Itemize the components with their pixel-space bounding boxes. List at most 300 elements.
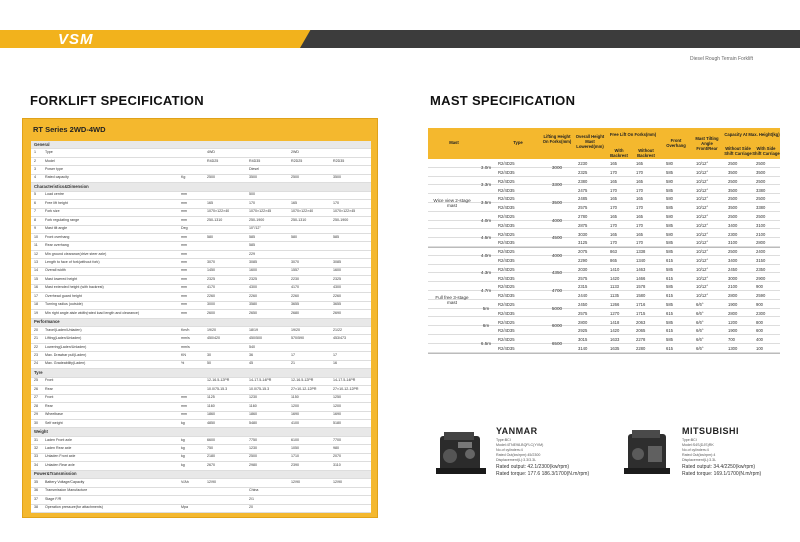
spec-cell-n: 20 <box>34 327 38 332</box>
mast-cell: 1900 <box>728 328 738 334</box>
spec-cell-a: 3000 <box>207 302 215 307</box>
mast-cell-type: R2/4D35 <box>498 187 515 193</box>
spec-cell-a: 4WD <box>207 150 215 155</box>
engine-torque: Rated torque: 177.6 186.3/1700(N.m/rpm) <box>496 471 590 477</box>
mast-cell-type: R2/4D35 <box>498 275 515 281</box>
spec-cell-label: Length to face of fork(without fork) <box>45 259 100 264</box>
engine-output: Rated output: 34.4/2250(kw/rpm) <box>682 464 756 470</box>
spec-cell-d: R2D35 <box>333 158 345 163</box>
spec-cell-unit: mm <box>181 209 187 214</box>
spec-cell-label: Weight <box>34 429 48 435</box>
spec-cell-a: 1450 <box>207 268 215 273</box>
spec-cell-unit: mm <box>181 251 187 256</box>
spec-cell-b: 2/1 <box>249 496 254 501</box>
spec-cell-b: 170 <box>249 200 255 205</box>
spec-cell-c: 2WD <box>291 150 299 155</box>
mast-cell: 165 <box>636 231 643 237</box>
mast-cell: 165 <box>610 196 617 202</box>
spec-cell-d: 21/22 <box>333 327 342 332</box>
spec-cell-n: 2 <box>34 158 36 163</box>
mast-cell: 2925 <box>578 328 588 334</box>
mast-cell: 1420 <box>610 275 620 281</box>
mast-cell: 585 <box>666 284 673 290</box>
spec-cell-c: 19/20 <box>291 327 300 332</box>
mast-group-label: Wice view 2-stage mast <box>433 198 471 208</box>
mast-cell: 2475 <box>578 187 588 193</box>
mast-cell: 10/12° <box>696 240 709 246</box>
spec-cell-a: 12-16.5-12PR <box>207 378 230 383</box>
spec-cell-n: 35 <box>34 479 38 484</box>
mast-cell: 1410 <box>610 266 620 272</box>
mast-cell: 585 <box>666 337 673 343</box>
spec-cell-b: 585 <box>249 234 255 239</box>
spec-cell-n: 5 <box>34 192 36 197</box>
spec-row <box>31 285 371 293</box>
spec-cell-label: Unladen Rear axle <box>45 462 75 467</box>
mast-cell: 3400 <box>728 222 738 228</box>
spec-cell-label: Mast extended height (with backrest) <box>45 285 104 290</box>
spec-cell-unit: mm <box>181 403 187 408</box>
mast-cell: 3030 <box>578 231 588 237</box>
mast-cell: 2440 <box>578 293 588 299</box>
spec-row <box>31 361 371 369</box>
spec-row <box>31 335 371 343</box>
mast-cell: 10/12° <box>696 293 709 299</box>
spec-cell-n: 26 <box>34 386 38 391</box>
spec-cell-d: 7700 <box>333 437 341 442</box>
mast-cell: 3150 <box>756 257 766 263</box>
header-bar <box>0 30 800 48</box>
mast-cell: 170 <box>636 240 643 246</box>
spec-row <box>31 175 371 183</box>
spec-cell-n: 21 <box>34 336 38 341</box>
spec-row <box>31 242 371 250</box>
header-type: Type <box>513 140 523 145</box>
spec-cell-c: 21 <box>291 361 295 366</box>
header-lift-height: Lifting Height On Forks(mm) <box>542 134 572 144</box>
spec-cell-d: 1070×122×45 <box>333 209 356 214</box>
mast-cell: 2800 <box>728 293 738 299</box>
engine-icon <box>618 426 676 484</box>
brand-logo: VSM <box>58 31 94 48</box>
spec-cell-a: 10.0/75-15.3 <box>207 386 228 391</box>
spec-cell-label: Unladen Front axle <box>45 454 76 459</box>
engine-brand: YANMAR <box>496 426 538 436</box>
mast-lift-height: 5000 <box>551 305 563 311</box>
mast-cell: 6/6° <box>696 328 704 334</box>
mast-cell: 165 <box>610 161 617 167</box>
spec-cell-unit: mm <box>181 310 187 315</box>
mast-cell-type: R2/4D25 <box>498 231 515 237</box>
spec-cell-b: 1230 <box>249 445 257 450</box>
spec-cell-label: General <box>34 141 50 147</box>
mast-cell: 170 <box>610 222 617 228</box>
mast-cell-type: R2/4D35 <box>498 310 515 316</box>
spec-cell-unit: mm <box>181 395 187 400</box>
header-capacity: Capacity At Max. Height(kg) <box>724 132 780 137</box>
spec-cell-n: 19 <box>34 310 38 315</box>
mast-lift-height: 4700 <box>551 288 563 293</box>
spec-row <box>31 344 371 352</box>
spec-cell-c: 1050 <box>291 445 299 450</box>
mast-cell: 10/12° <box>696 231 709 237</box>
spec-cell-b: 1860 <box>249 412 257 417</box>
spec-cell-d: 3085 <box>333 259 341 264</box>
spec-cell-n: 37 <box>34 496 38 501</box>
spec-cell-a: 50 <box>207 361 211 366</box>
spec-cell-label: Transmission Manufacture <box>45 488 88 493</box>
spec-cell-label: Mast lowered height <box>45 276 78 281</box>
spec-cell-unit: kg <box>181 462 185 467</box>
spec-row <box>31 276 371 284</box>
engine-spec-line: Displacement(L):3.3/3.3L <box>496 458 537 462</box>
spec-cell-b: 14-17.5-14PR <box>249 378 272 383</box>
spec-cell-b: 7750 <box>249 437 257 442</box>
engine-spec-line: Rated Out(kw/rpm):45/2300 <box>496 453 541 457</box>
mast-cell: 10/12° <box>696 284 709 290</box>
spec-cell-a: R4D25 <box>207 158 219 163</box>
mast-cell: 2485 <box>578 196 588 202</box>
spec-cell-d: 16 <box>333 361 337 366</box>
mast-cell: 3400 <box>728 257 738 263</box>
spec-section-heading <box>31 471 371 479</box>
spec-cell-a: 1070×122×40 <box>207 209 230 214</box>
spec-row <box>31 505 371 513</box>
spec-cell-unit: mm <box>181 276 187 281</box>
spec-cell-label: Max. Gradeability(Laden) <box>45 361 86 366</box>
mast-cell: 700 <box>728 337 735 343</box>
spec-cell-n: 25 <box>34 378 38 383</box>
spec-cell-b: 10.0/75-15.3 <box>249 386 270 391</box>
spec-cell-unit: V/Ah <box>181 479 189 484</box>
mast-cell: 3380 <box>756 205 766 211</box>
engine-output: Rated output: 42.1/2300(kw/rpm) <box>496 464 570 470</box>
mast-cell: 585 <box>666 222 673 228</box>
mast-cell: 1270 <box>610 310 620 316</box>
spec-cell-a: 12/90 <box>207 479 216 484</box>
spec-cell-d: 4300 <box>333 285 341 290</box>
mast-cell: 10/12° <box>696 275 709 281</box>
mast-cell: 585 <box>666 169 673 175</box>
spec-cell-d: 1200 <box>333 403 341 408</box>
spec-cell-c: 12/90 <box>291 479 300 484</box>
mast-lift-height: 4350 <box>551 270 563 276</box>
spec-cell-b: 3580 <box>249 302 257 307</box>
mast-cell: 800 <box>756 319 763 325</box>
engine-yanmar <box>428 420 598 492</box>
mast-cell: 615 <box>666 310 673 316</box>
spec-cell-c: 580 <box>291 234 297 239</box>
spec-cell-unit: mm <box>181 285 187 290</box>
spec-cell-b: 2980 <box>249 462 257 467</box>
spec-cell-d: 1600 <box>333 268 341 273</box>
spec-cell-c: 2390 <box>291 462 299 467</box>
mast-cell: 2500 <box>756 161 766 167</box>
mast-cell: 2575 <box>578 275 588 281</box>
spec-cell-n: 16 <box>34 285 38 290</box>
spec-cell-unit: Km/h <box>181 327 190 332</box>
header-mast: Mast <box>449 140 459 145</box>
mast-cell-type: R2/4D35 <box>498 222 515 228</box>
spec-cell-n: 1 <box>34 150 36 155</box>
spec-cell-d: 3110 <box>333 462 341 467</box>
mast-cell: 170 <box>610 240 617 246</box>
mast-cell-type: R2/4D25 <box>498 161 515 167</box>
mast-cell: 2280 <box>636 345 646 351</box>
spec-cell-n: 8 <box>34 217 36 222</box>
spec-cell-n: 33 <box>34 454 38 459</box>
spec-cell-label: Self weight <box>45 420 63 425</box>
mast-height-label: 6m <box>482 323 490 329</box>
spec-cell-label: Stage F/R <box>45 496 62 501</box>
mast-cell-type: R2/4D25 <box>498 266 515 272</box>
mast-cell: 10/12° <box>696 205 709 211</box>
mast-cell: 2290 <box>578 257 588 263</box>
spec-cell-c: 2260 <box>291 293 299 298</box>
spec-cell-n: 23 <box>34 352 38 357</box>
spec-cell-label: Fork regulating range <box>45 217 80 222</box>
spec-cell-a: 750 <box>207 445 213 450</box>
spec-cell-c: 1150 <box>291 395 299 400</box>
spec-cell-n: 24 <box>34 361 38 366</box>
spec-cell-c: 1070×122×40 <box>291 209 314 214</box>
mast-cell: 1266 <box>610 301 620 307</box>
forklift-spec-panel <box>22 118 378 518</box>
header-overall-height: Overall Height Mast Lowered(mm) <box>575 134 605 149</box>
spec-cell-c: 2680 <box>291 310 299 315</box>
spec-cell-label: Rated capacity <box>45 175 69 180</box>
spec-cell-label: Mast tilt angle <box>45 226 68 231</box>
mast-cell-type: R2/4D35 <box>498 205 515 211</box>
spec-cell-n: 12 <box>34 251 38 256</box>
spec-cell-b: R4D35 <box>249 158 261 163</box>
spec-cell-b: 1230 <box>249 395 257 400</box>
spec-cell-c: R2D25 <box>291 158 303 163</box>
spec-sheet <box>31 141 371 513</box>
mast-cell: 170 <box>636 205 643 211</box>
spec-cell-unit: KN <box>181 352 186 357</box>
mast-cell: 863 <box>610 249 617 255</box>
spec-cell-label: Fork size <box>45 209 60 214</box>
spec-cell-b: 3085 <box>249 259 257 264</box>
mast-cell-type: R2/4D25 <box>498 178 515 184</box>
mast-cell: 170 <box>610 169 617 175</box>
mast-cell: 2350 <box>756 266 766 272</box>
series-label: RT Series 2WD-4WD <box>33 125 106 134</box>
spec-cell-b: 500 <box>249 192 255 197</box>
spec-cell-n: 18 <box>34 302 38 307</box>
header-cap-without: Without Side Shift Carriage <box>724 146 752 156</box>
mast-cell-type: R2/4D35 <box>498 240 515 246</box>
spec-cell-c: 12-16.5-12PR <box>291 378 314 383</box>
mast-cell: 100 <box>756 345 763 351</box>
spec-cell-c: 6100 <box>291 437 299 442</box>
spec-row <box>31 226 371 234</box>
spec-cell-c: 1557 <box>291 268 299 273</box>
mast-cell: 10/12° <box>696 266 709 272</box>
mast-cell: 900 <box>756 301 763 307</box>
mast-cell: 6/6° <box>696 337 704 343</box>
spec-row <box>31 445 371 453</box>
mast-cell: 865 <box>610 257 617 263</box>
spec-cell-n: 13 <box>34 259 38 264</box>
spec-cell-a: 1160 <box>207 403 215 408</box>
spec-cell-b: 2500 <box>249 454 257 459</box>
mast-cell: 165 <box>636 213 643 219</box>
spec-cell-unit: kg <box>181 420 185 425</box>
spec-cell-b: 36 <box>249 352 253 357</box>
spec-cell-d: 453/473 <box>333 336 346 341</box>
spec-cell-unit: mm/s <box>181 344 190 349</box>
spec-cell-b: 2325 <box>249 276 257 281</box>
header-tagline: Diesel Rough Terrain Forklift <box>690 56 753 62</box>
spec-cell-n: 31 <box>34 437 38 442</box>
mast-cell: 6/6° <box>696 301 704 307</box>
mast-cell: 1420 <box>610 328 620 334</box>
spec-cell-b: 1160 <box>249 403 257 408</box>
mast-cell: 1463 <box>636 266 646 272</box>
mast-cell: 615 <box>666 328 673 334</box>
spec-cell-b: Diesel <box>249 166 259 171</box>
mast-cell: 3140 <box>578 345 588 351</box>
mast-lift-height: 4000 <box>551 217 563 223</box>
mast-cell: 2300 <box>756 310 766 316</box>
spec-row <box>31 412 371 420</box>
mast-cell: 2315 <box>578 284 588 290</box>
spec-cell-c: 2230 <box>291 276 299 281</box>
spec-cell-d: 170 <box>333 200 339 205</box>
mast-cell: 615 <box>666 275 673 281</box>
spec-cell-c: 3655 <box>291 302 299 307</box>
mast-cell: 900 <box>756 284 763 290</box>
spec-cell-a: 1125 <box>207 395 215 400</box>
spec-cell-unit: mm <box>181 200 187 205</box>
spec-cell-label: Battery Voltage/Capacity <box>45 479 85 484</box>
spec-cell-d: 3655 <box>333 302 341 307</box>
mast-height-label: 4.0m <box>480 252 492 258</box>
spec-row <box>31 496 371 504</box>
spec-row <box>31 437 371 445</box>
mast-cell: 1715 <box>636 310 646 316</box>
spec-cell-b: 4300 <box>249 285 257 290</box>
mast-cell: 585 <box>666 319 673 325</box>
mast-cell: 10/12° <box>696 213 709 219</box>
spec-row <box>31 293 371 301</box>
mast-cell: 10/12° <box>696 249 709 255</box>
spec-row <box>31 352 371 360</box>
mast-cell: 600 <box>756 328 763 334</box>
spec-cell-unit: Kg <box>181 175 186 180</box>
mast-cell-type: R2/4D35 <box>498 293 515 299</box>
spec-cell-label: Characteristics&Dimension <box>34 183 89 189</box>
spec-cell-n: 3 <box>34 166 36 171</box>
spec-cell-n: 17 <box>34 293 38 298</box>
spec-cell-label: Travel(Laden/Unladen) <box>45 327 82 332</box>
spec-cell-c: 1710 <box>291 454 299 459</box>
header-accent-stripe <box>0 30 330 48</box>
mast-cell: 1133 <box>610 284 620 290</box>
mast-cell: 10/12° <box>696 169 709 175</box>
spec-cell-label: Max. Drawbar pull(Laden) <box>45 352 87 357</box>
mast-cell: 6/6° <box>696 345 704 351</box>
mast-height-label: 3.0m <box>480 164 492 170</box>
mast-cell: 2063 <box>636 319 646 325</box>
spec-cell-a: 2600 <box>207 310 215 315</box>
mast-lift-height: 6500 <box>551 340 563 346</box>
spec-cell-a: 6600 <box>207 437 215 442</box>
mast-cell: 3500 <box>728 187 738 193</box>
spec-cell-label: Load centre <box>45 192 64 197</box>
mast-cell: 2450 <box>728 266 738 272</box>
mast-cell: 2380 <box>578 178 588 184</box>
mast-cell: 1340 <box>636 257 646 263</box>
mast-cell: 2500 <box>756 178 766 184</box>
mast-cell-type: R2/4D35 <box>498 328 515 334</box>
mast-cell: 585 <box>666 266 673 272</box>
spec-cell-label: Front <box>45 395 54 400</box>
mast-cell-type: R2/4D25 <box>498 284 515 290</box>
spec-cell-a: 250-1310 <box>207 217 223 222</box>
spec-row <box>31 149 371 157</box>
mast-spec-title: MAST SPECIFICATION <box>430 93 576 108</box>
mast-cell: 3100 <box>756 222 766 228</box>
spec-cell-b: 10°/12° <box>249 226 261 231</box>
spec-section-heading <box>31 428 371 436</box>
mast-cell: 585 <box>666 187 673 193</box>
spec-cell-label: Front overhang <box>45 234 70 239</box>
mast-cell: 3500 <box>728 205 738 211</box>
spec-cell-n: 34 <box>34 462 38 467</box>
spec-cell-n: 4 <box>34 175 36 180</box>
mast-cell: 585 <box>666 301 673 307</box>
header-free-lift-with: With Backrest <box>610 148 628 158</box>
mast-cell: 170 <box>636 169 643 175</box>
spec-cell-a: 2260 <box>207 293 215 298</box>
mast-height-label: 3.3m <box>480 182 492 188</box>
mast-cell: 2500 <box>728 161 738 167</box>
mast-cell: 2400 <box>756 249 766 255</box>
mast-cell-type: R2/4D35 <box>498 345 515 351</box>
spec-cell-label: Power type <box>45 166 63 171</box>
spec-cell-b: 585 <box>249 243 255 248</box>
spec-cell-c: 250-1310 <box>291 217 307 222</box>
mast-cell: 6/6° <box>696 319 704 325</box>
spec-row <box>31 488 371 496</box>
mast-cell-type: R2/4D25 <box>498 196 515 202</box>
spec-cell-unit: kg <box>181 445 185 450</box>
spec-cell-label: Rear overhang <box>45 243 69 248</box>
mast-cell: 10/12° <box>696 196 709 202</box>
mast-cell: 165 <box>610 178 617 184</box>
mast-cell: 2500 <box>756 213 766 219</box>
spec-cell-label: Tyre <box>34 369 43 375</box>
header-tilt: Mast Tilting Angle Front/Rear <box>695 136 719 151</box>
spec-cell-a: 450/420 <box>207 336 220 341</box>
mast-group-label: Full free 3-stage mast <box>435 294 469 305</box>
spec-section-heading <box>31 369 371 377</box>
spec-cell-b: 250-1900 <box>249 217 265 222</box>
spec-cell-b: 2260 <box>249 293 257 298</box>
spec-cell-label: Wheelbase <box>45 412 63 417</box>
spec-cell-n: 38 <box>34 505 38 510</box>
engine-mitsubishi <box>614 420 784 492</box>
mast-cell: 170 <box>636 187 643 193</box>
mast-cell: 1135 <box>610 293 620 299</box>
mast-cell: 2575 <box>578 205 588 211</box>
mast-cell: 10/12° <box>696 187 709 193</box>
mast-cell: 2075 <box>578 249 588 255</box>
spec-row <box>31 403 371 411</box>
